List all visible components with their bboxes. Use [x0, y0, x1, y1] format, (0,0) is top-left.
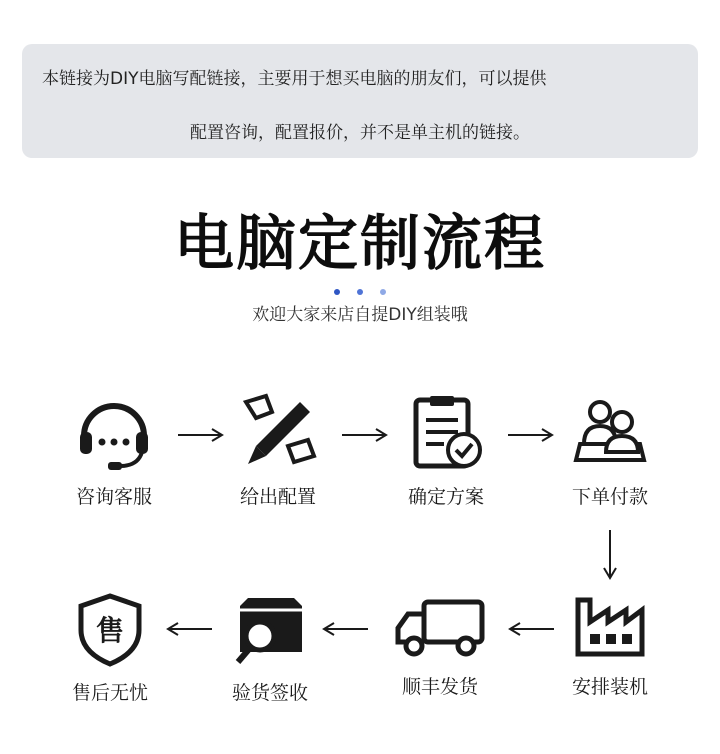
- arrow-down-icon: [603, 530, 617, 580]
- decor-dots: [0, 280, 720, 299]
- dot-1: [334, 289, 340, 295]
- notice-line-1: 本链接为DIY电脑写配链接，主要用于想买电脑的朋友们，可以提供: [42, 69, 547, 89]
- step-confirm-plan: [376, 392, 516, 509]
- notice-box: [22, 44, 698, 158]
- step-ship: [370, 592, 510, 699]
- truck-icon: [390, 592, 490, 662]
- package-search-icon: [230, 592, 310, 668]
- step-label: 顺丰发货: [401, 676, 478, 698]
- step-label: 给出配置: [239, 486, 316, 508]
- step-place-order: [540, 392, 680, 509]
- step-consult: [44, 392, 184, 509]
- notice-line-2: 配置咨询，配置报价，并不是单主机的链接。: [190, 123, 530, 143]
- subtitle: 欢迎大家来店自提DIY组装哦: [252, 305, 468, 325]
- dot-2: [357, 289, 363, 295]
- headset-icon: [74, 392, 154, 472]
- step-label: 下单付款: [571, 486, 648, 508]
- step-label: 咨询客服: [75, 486, 152, 508]
- dot-3: [380, 289, 386, 295]
- step-label: 确定方案: [407, 486, 484, 508]
- step-assemble: [540, 592, 680, 699]
- clipboard-check-icon: [406, 392, 486, 472]
- factory-icon: [570, 592, 650, 662]
- step-inspect: [200, 592, 340, 705]
- step-label: 售后无忧: [71, 682, 148, 704]
- step-label: 验货签收: [231, 682, 308, 704]
- step-configure: [208, 392, 348, 509]
- page-title: 电脑定制流程: [174, 209, 546, 279]
- users-order-icon: [570, 392, 650, 472]
- shield-glyph: 售: [95, 614, 125, 647]
- pencil-edit-icon: [238, 392, 318, 472]
- shield-icon: [75, 592, 145, 668]
- step-after-sales: [40, 592, 180, 705]
- arrow-left-icon: [508, 622, 554, 636]
- step-label: 安排装机: [571, 676, 648, 698]
